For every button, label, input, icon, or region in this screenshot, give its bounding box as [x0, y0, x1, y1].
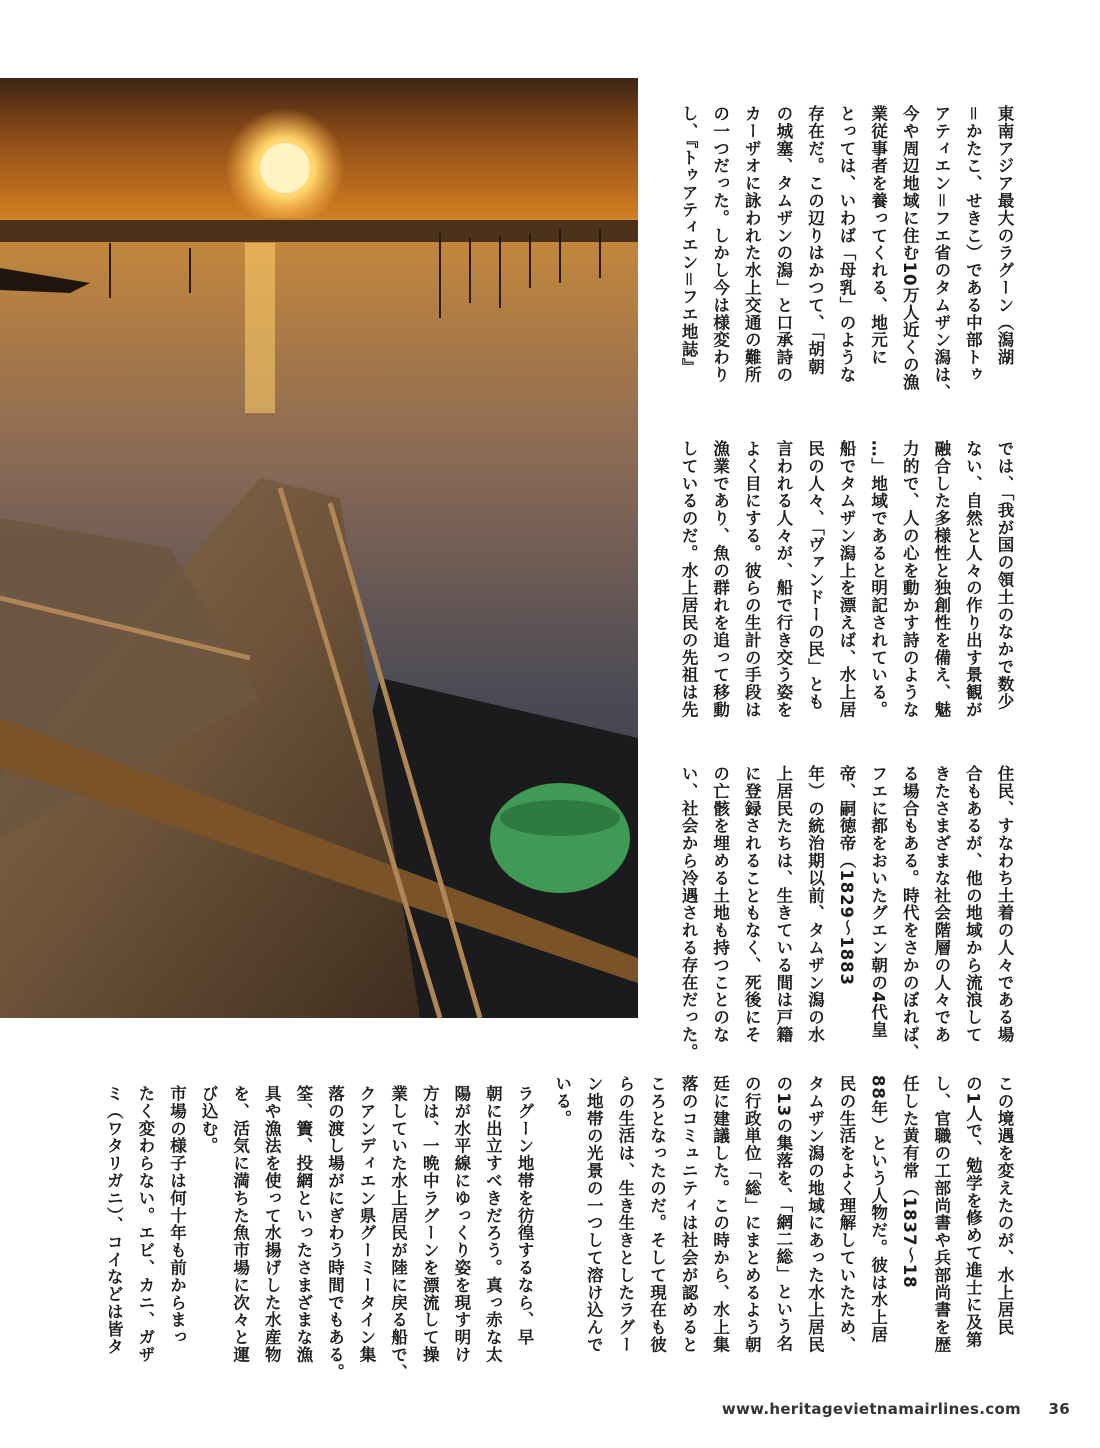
text-line: 東南アジア最大のラグーン（潟湖 [995, 105, 1014, 366]
text-column-e [546, 1075, 1020, 1385]
text-line: 落のコミュニティは社会が認めると [679, 1075, 699, 1354]
text-line: 任した黄有常（1837〜18 [900, 1075, 920, 1289]
page-footer [722, 1400, 1070, 1418]
text-line: び込む。 [199, 1085, 219, 1155]
text-line: 上居民たちは、生きている間は戸籍 [773, 765, 793, 1044]
text-line: 陽が水平線にゆっくり姿を現す明け [451, 1085, 471, 1364]
text-line: 船でタムザン潟上を漂えば、水上居 [837, 440, 857, 719]
text-line: 言われる人々が、船で行き交う姿を [773, 440, 793, 719]
text-line: …」地域であると明記されている。 [868, 440, 888, 719]
text-line: る場合もある。時代をさかのぼれば、 [900, 765, 920, 1061]
text-line: ＝かたこ、せきこ）である中部トゥ [963, 105, 983, 384]
text-line: きたさまざまな社会階層の人々であ [931, 765, 951, 1044]
text-line: 帝、嗣徳帝（1829〜1883 [837, 765, 857, 986]
text-line: に登録されることもなく、死後にそ [742, 765, 762, 1044]
text-column-d [672, 765, 1020, 1061]
text-line: いる。 [552, 1075, 572, 1128]
text-line: の13の集落を、「網二総」という名 [773, 1075, 793, 1353]
website-url[interactable]: www.heritagevietnamairlines.com [721, 1400, 1021, 1418]
text-line: 88年）という人物だ。彼は水上居 [868, 1075, 888, 1344]
text-line: よく目にする。彼らの生計の手段は [742, 440, 762, 719]
text-line: らの生活は、生き生きとしたラグー [615, 1075, 635, 1354]
text-line: フエに都をおいたグエン朝の4代皇 [868, 765, 888, 1039]
text-line: 落の渡し場がにぎわう時間でもある。 [325, 1085, 345, 1381]
page-number: 36 [1048, 1400, 1070, 1418]
sunset-lagoon-boat-photo [0, 78, 638, 1018]
text-line: ころとなったのだ。そして現在も彼 [647, 1075, 667, 1354]
text-line: 市場の様子は何十年も前からまっ [167, 1085, 187, 1346]
text-line: たく変わらない。エビ、カニ、ガザ [135, 1085, 155, 1364]
text-line: 朝に出立すべきだろう。真っ赤な太 [483, 1085, 503, 1364]
text-line: では、「我が国の領土のなかで数少 [995, 440, 1014, 711]
text-line: 業従事者を養ってくれる、地元に [868, 105, 888, 366]
text-line: 今や周辺地域に住む10万人近くの漁 [900, 105, 920, 391]
text-line: し、『トゥアティエン＝フエ地誌』 [679, 105, 699, 376]
text-line: 漁業であり、魚の群れを追って移動 [710, 440, 730, 719]
text-line: 存在だ。この辺りはかつて、「胡朝 [805, 105, 825, 376]
text-line: 具や漁法を使って水揚げした水産物 [262, 1085, 282, 1364]
text-line: 業していた水上居民が陸に戻る船で、 [388, 1085, 408, 1381]
text-line: 住民、すなわち土着の人々である場 [995, 765, 1014, 1044]
text-line: クアンディエン県グーミータイン集 [357, 1085, 377, 1364]
text-line: ン地帯の光景の一つして溶け込んで [584, 1075, 604, 1354]
text-line: この境遇を変えたのが、水上居民 [995, 1075, 1014, 1336]
text-line: 方は、一晩中ラグーンを漂流して操 [420, 1085, 440, 1364]
text-line: の行政単位「総」にまとめるよう朝 [742, 1075, 762, 1354]
text-column-f [98, 1085, 540, 1385]
text-line: タムザン潟の地域にあった水上居民 [805, 1075, 825, 1354]
text-line: の1人で、勉学を修めて進士に及第 [963, 1075, 983, 1349]
text-line: とっては、いわば「母乳」のような [837, 105, 857, 384]
text-line: カーザオに詠われた水上交通の難所 [742, 105, 762, 384]
text-line: の亡骸を埋める土地も持つことのな [710, 765, 730, 1044]
text-line: 力的で、人の心を動かす詩のような [900, 440, 920, 719]
lagoon-photo [0, 78, 638, 1018]
text-column-c [672, 440, 1020, 740]
text-line: ミ（ワタリガニ）、コイなどは皆タ [104, 1085, 124, 1356]
text-line: し、官職の工部尚書や兵部尚書を歴 [931, 1075, 951, 1354]
text-line: 合もあるが、他の地域から流浪して [963, 765, 983, 1044]
text-line: アティエン＝フエ省のタムザン潟は、 [931, 105, 951, 401]
text-line: ない、自然と人々の作り出す景観が [963, 440, 983, 719]
text-line: ラグーン地帯を彷徨するなら、早 [515, 1085, 534, 1346]
text-line: 民の生活をよく理解していたため、 [837, 1075, 857, 1354]
text-line: を、活気に満ちた魚市場に次々と運 [230, 1085, 250, 1364]
text-line: しているのだ。水上居民の先祖は先 [679, 440, 699, 719]
text-line: い、社会から冷遇される存在だった。 [679, 765, 699, 1061]
text-line: 年）の統治期以前、タムザン潟の水 [805, 765, 825, 1044]
text-line: 廷に建議した。この時から、水上集 [710, 1075, 730, 1354]
text-line: 筌、簀、投網といったさまざまな漁 [293, 1085, 313, 1364]
text-line: 民の人々、「ヴァンドーの民」とも [805, 440, 825, 711]
text-line: の一つだった。しかし今は様変わり [710, 105, 730, 384]
text-column-b [672, 105, 1020, 423]
text-line: の城塞、タムザンの潟」と口承詩の [773, 105, 793, 384]
text-line: 融合した多様性と独創性を備え、魅 [931, 440, 951, 719]
